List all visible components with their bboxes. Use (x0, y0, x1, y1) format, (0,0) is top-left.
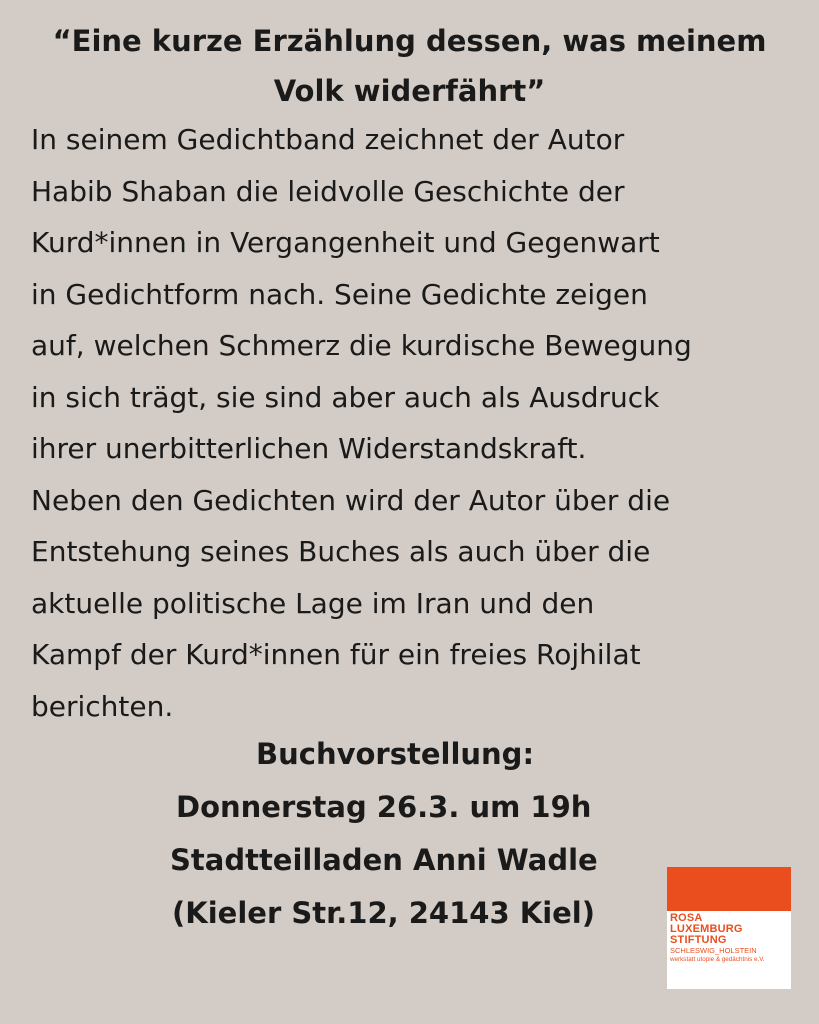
description-line: ihrer unerbitterlichen Widerstandskraft. (31, 432, 587, 465)
description-line: Kampf der Kurd*innen für ein freies Rojhilat (31, 638, 641, 671)
description-line: aktuelle politische Lage im Iran und den (31, 586, 595, 620)
rosa-luxemburg-stiftung-logo (667, 867, 791, 989)
description-line: Habib Shaban die leidvolle Geschichte der (31, 174, 625, 208)
description-line: Neben den Gedichten wird der Autor über die (31, 483, 671, 517)
description-line: In seinem Gedichtband zeichnet der Autor (31, 123, 625, 156)
description-line: in sich trägt, sie sind aber auch als Ausdruck (31, 380, 660, 414)
flyer-title (0, 16, 819, 116)
event-venue: Stadtteilladen Anni Wadle (170, 843, 598, 877)
logo-wordmark (670, 913, 790, 964)
description-line: berichten. (31, 689, 174, 723)
event-heading: Buchvorstellung: (256, 737, 535, 771)
event-datetime: Donnerstag 26.3. um 19h (176, 790, 592, 824)
event-address: (Kieler Str.12, 24143 Kiel) (172, 896, 596, 930)
description-paragraph (31, 114, 811, 732)
description-line: auf, welchen Schmerz die kurdische Bewegung (31, 329, 692, 362)
description-line: Kurd*innen in Vergangenheit und Gegenwart (31, 226, 660, 259)
title-line: “Eine kurze Erzählung dessen, was meinem (52, 24, 767, 58)
logo-line-luxemburg: LUXEMBURG (670, 923, 743, 935)
logo-line-stiftung: STIFTUNG (670, 934, 727, 946)
logo-line-rosa: ROSA (670, 912, 703, 924)
logo-color-bar (667, 867, 791, 911)
title-line: Volk widerfährt” (273, 74, 546, 108)
logo-line-partner: werkstatt utopie & gedächtnis e.V. (670, 956, 765, 963)
logo-line-region: SCHLESWIG_HOLSTEIN (670, 946, 757, 955)
description-line: Entstehung seines Buches als auch über die (31, 535, 651, 568)
description-line: in Gedichtform nach. Seine Gedichte zeigen (31, 277, 648, 311)
